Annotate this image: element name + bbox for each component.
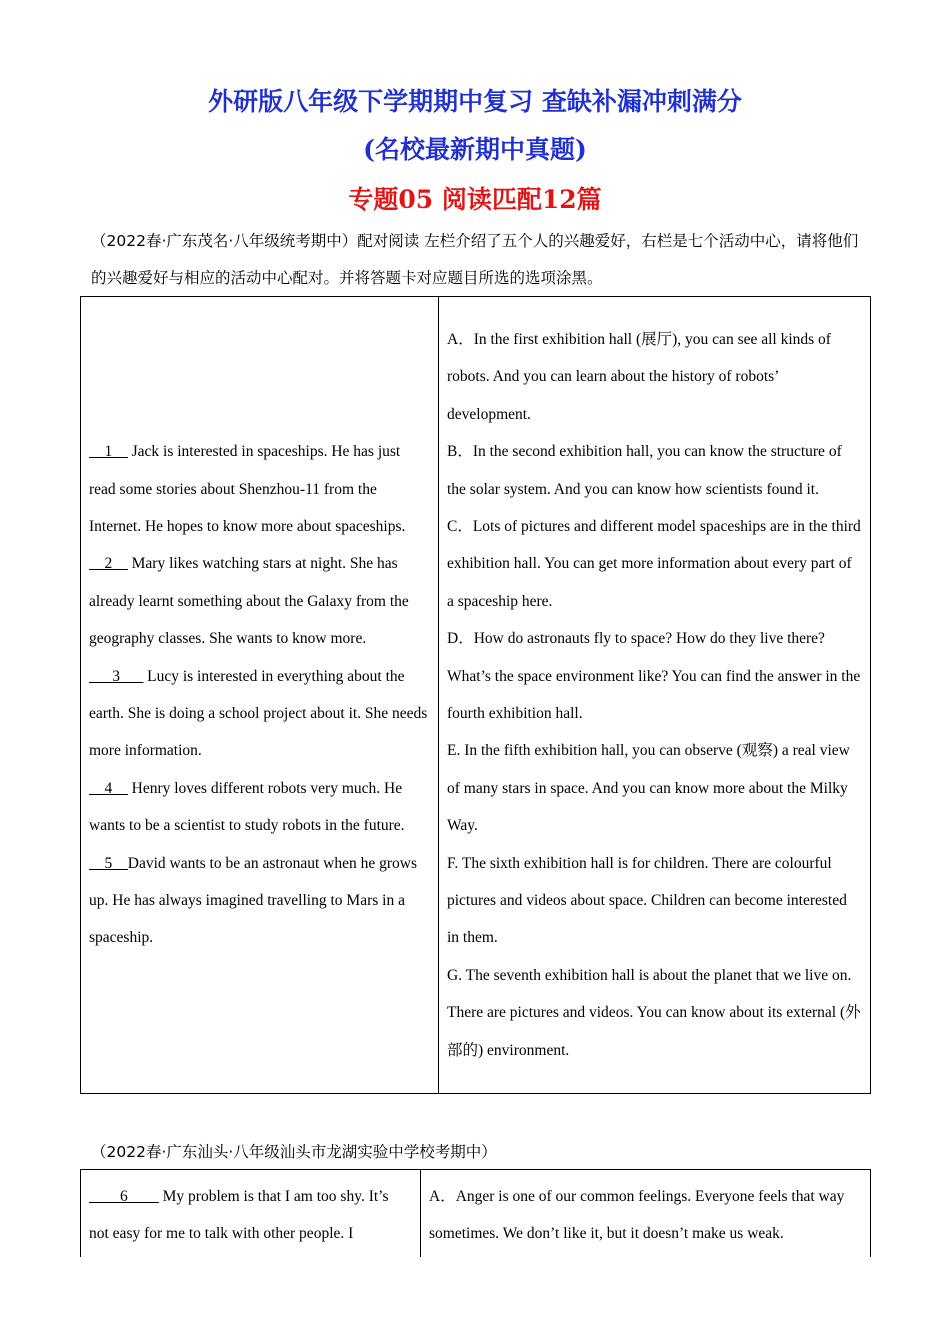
option-b: B．In the second exhibition hall, you can know the structure of the solar system. And you can know how scientists found it.: [447, 443, 842, 498]
answer-blank-2[interactable]: __2__: [89, 555, 128, 573]
section1-instruction: （2022春·广东茂名·八年级统考期中）配对阅读 左栏介绍了五个人的兴趣爱好，右栏是七个活动中心，请将他们的兴趣爱好与相应的活动中心配对。并将答题卡对应题目所选的选项涂黑。: [91, 232, 859, 287]
section2-instruction: （2022春·广东汕头·八年级汕头市龙湖实验中学校考期中）: [91, 1143, 497, 1161]
advice-option-a: A．Anger is one of our common feelings. Everyone feels that way sometimes. We don’t like it, but it doesn’t make us weak.: [429, 1188, 845, 1243]
answer-blank-6[interactable]: ____6____: [89, 1188, 159, 1205]
problem-text-6: My problem is that I am too shy. It’s not easy for me to talk with other people. I: [89, 1188, 389, 1243]
answer-blank-5[interactable]: __5__: [89, 854, 128, 872]
option-a: A．In the first exhibition hall (展厅), you can see all kinds of robots. And you can learn about the history of robots’ development.: [447, 330, 831, 423]
matching-table-1: [80, 296, 871, 1094]
person-item-5: __5__David wants to be an astronaut when he grows up. He has always imagined travelling to Mars in a spaceship.: [89, 854, 418, 947]
person-item-1: __1__ Jack is interested in spaceships. He has just read some stories about Shenzhou-11 from the Internet. He hopes to know more about spaceships.: [89, 443, 406, 535]
document-title: 外研版八年级下学期期中复习 查缺补漏冲刺满分: [208, 87, 742, 116]
left-column-people: [81, 297, 439, 1094]
option-g: G. The seventh exhibition hall is about the planet that we live on. There are pictures and videos. You can know about its external (外部的) environment.: [447, 966, 861, 1059]
answer-blank-4[interactable]: __4__: [89, 779, 128, 797]
person-item-3: ___3___ Lucy is interested in everything about the earth. She is doing a school project about it. She needs more information.: [89, 667, 428, 760]
document-subtitle: (名校最新期中真题): [363, 135, 587, 164]
option-e: E. In the fifth exhibition hall, you can observe (观察) a real view of many stars in space. And you can know more about the Milky Way.: [447, 742, 850, 835]
option-f: F. The sixth exhibition hall is for children. There are colourful pictures and videos about space. Children can become interested in them.: [447, 854, 847, 947]
answer-blank-1[interactable]: __1__: [89, 443, 128, 461]
matching-table-2: [80, 1169, 871, 1257]
option-d: D．How do astronauts fly to space? How do they live there? What’s the space environment like? You can find the answer in the fourth exhibition hall.: [447, 630, 861, 722]
answer-blank-3[interactable]: ___3___: [89, 667, 144, 685]
right-column-advice: [421, 1170, 871, 1257]
option-c: C．Lots of pictures and different model spaceships are in the third exhibition hall. You can get more information about every part of a spaceship here.: [447, 517, 861, 610]
person-item-4: __4__ Henry loves different robots very much. He wants to be a scientist to study robots in the future.: [89, 779, 405, 835]
person-item-2: __2__ Mary likes watching stars at night. She has already learnt something about the Galaxy from the geography classes. She wants to know more.: [89, 555, 409, 648]
left-column-problem: [81, 1170, 421, 1257]
topic-heading: 专题05 阅读匹配12篇: [348, 185, 602, 214]
right-column-halls: [439, 297, 871, 1094]
